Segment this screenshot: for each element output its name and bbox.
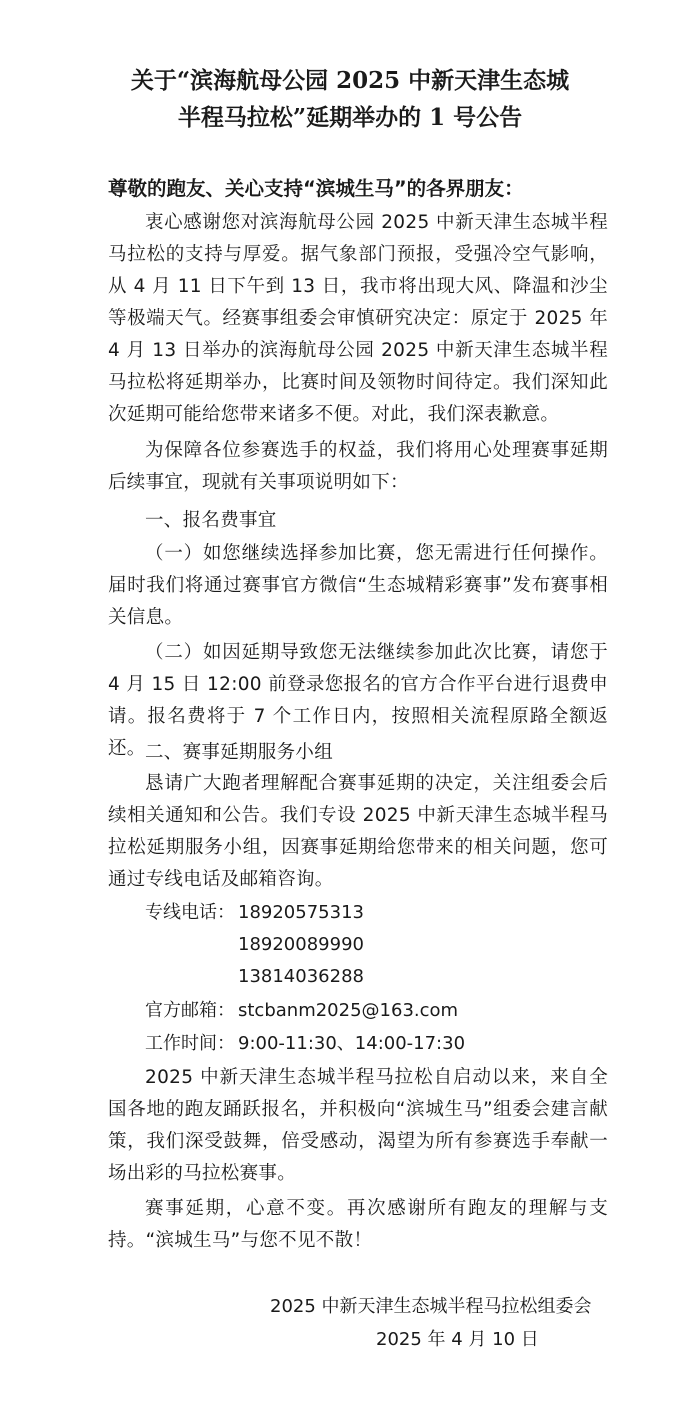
email-address[interactable]: stcbanm2025@163.com xyxy=(238,1000,459,1021)
announcement-title-line2: 半程马拉松”延期举办的 1 号公告 xyxy=(177,104,523,131)
closing-paragraph-2: 赛事延期，心意不变。再次感谢所有跑友的理解与支持。“滨城生马”与您不见不散！ xyxy=(108,1198,608,1251)
phone-number-1[interactable]: 18920575313 xyxy=(238,902,364,923)
section-heading-fee: 一、报名费事宜 xyxy=(145,510,277,531)
service-paragraph: 恳请广大跑者理解配合赛事延期的决定，关注组委会后续相关通知和公告。我们专设 2025 中新天津生态城半程马拉松延期服务小组，因赛事延期给您带来的相关问题，您可通过专线电话及邮箱咨询。 xyxy=(108,773,608,890)
email-label: 官方邮箱： xyxy=(145,1000,235,1021)
fee-item-refund: （二）如因延期导致您无法继续参加此次比赛，请您于 4 月 15 日 12:00 前登录您报名的官方合作平台进行退费申请。报名费将于 7 个工作日内，按照相关流程原路全额返还。 xyxy=(108,642,608,759)
rights-paragraph: 为保障各位参赛选手的权益，我们将用心处理赛事延期后续事宜，现就有关事项说明如下： xyxy=(108,440,608,493)
phone-number-2[interactable]: 18920089990 xyxy=(238,934,364,955)
fee-item-continue: （一）如您继续选择参加比赛，您无需进行任何操作。届时我们将通过赛事官方微信“生态城精彩赛事”发布赛事相关信息。 xyxy=(108,543,608,628)
greeting: 尊敬的跑友、关心支持“滨城生马”的各界朋友： xyxy=(108,177,524,200)
section-heading-service: 二、赛事延期服务小组 xyxy=(145,742,334,763)
announcement-title-line1: 关于“滨海航母公园 2025 中新天津生态城 xyxy=(130,67,570,94)
closing-paragraph-1: 2025 中新天津生态城半程马拉松自启动以来，来自全国各地的跑友踊跃报名，并积极向“滨城生马”组委会建言献策，我们深受鼓舞，倍受感动，渴望为所有参赛选手奉献一场出彩的马拉松赛事。 xyxy=(108,1067,608,1184)
signature-organization: 2025 中新天津生态城半程马拉松组委会 xyxy=(270,1296,592,1317)
phone-label: 专线电话： xyxy=(145,902,235,923)
phone-number-3[interactable]: 13814036288 xyxy=(238,966,364,987)
intro-paragraph: 衷心感谢您对滨海航母公园 2025 中新天津生态城半程马拉松的支持与厚爱。据气象部门预报，受强冷空气影响，从 4 月 11 日下午到 13 日，我市将出现大风、降温和沙尘等极端天气。经赛事组委会审慎研究决定：原定于 2025 年 4 月 13 日举办的滨海航母公园 2025 中新天津生态城半程马拉松将延期举办，比赛时间及领物时间待定。我们深知此次延期可能给您带来诸多不便。对此，我们深表歉意。 xyxy=(108,212,608,425)
hours-label: 工作时间： xyxy=(145,1033,235,1054)
hours-value: 9:00-11:30、14:00-17:30 xyxy=(238,1033,466,1054)
signature-date: 2025 年 4 月 10 日 xyxy=(376,1329,539,1350)
